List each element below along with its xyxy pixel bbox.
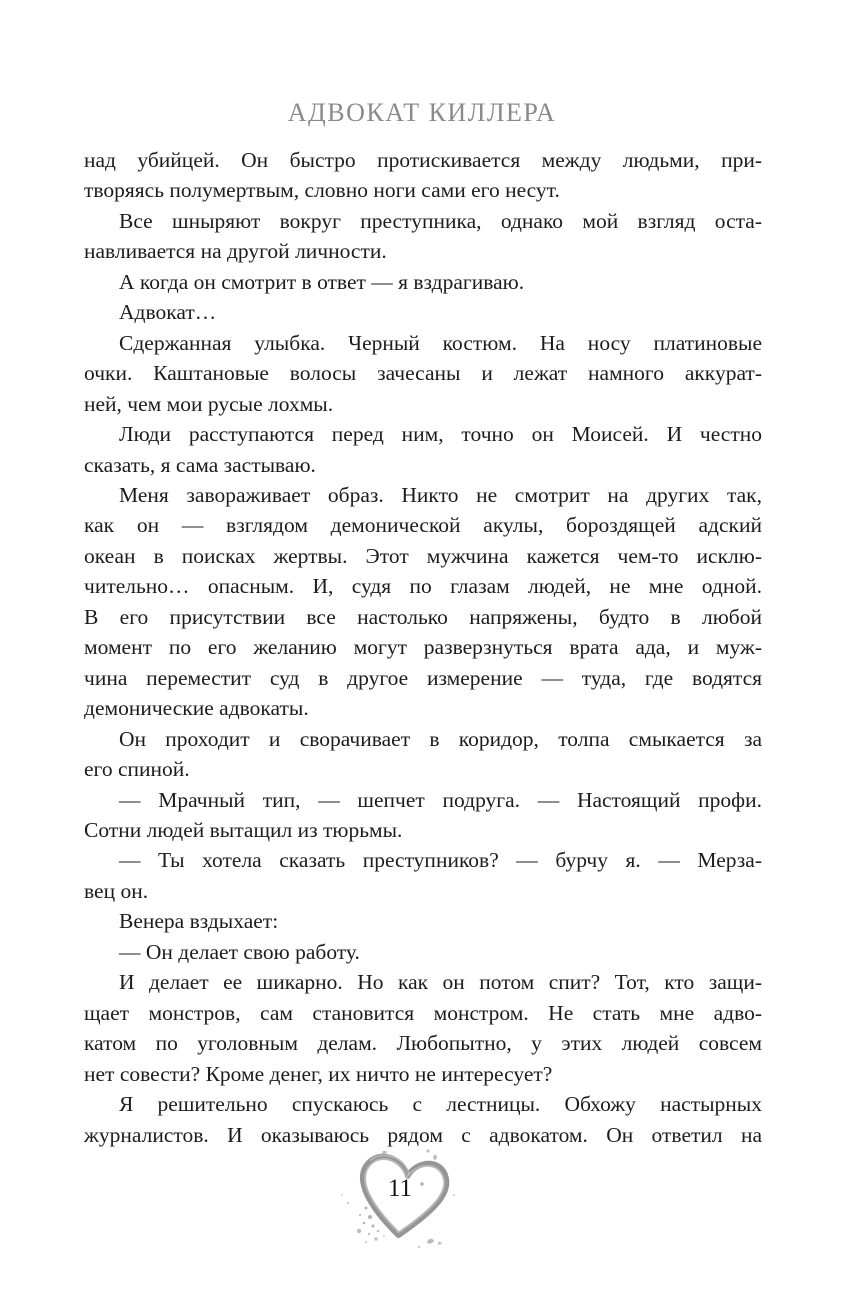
running-head-title: АДВОКАТ КИЛЛЕРА [287,98,557,127]
text-line: — Мрачный тип, — шепчет подруга. — Настоящий профи. [119,787,762,812]
text-line: щает монстров, сам становится монстром. Не стать мне адво- [84,1000,762,1025]
text-line: Все шныряют вокруг преступника, однако мой взгляд оста- [119,208,762,233]
text-line: Он проходит и сворачивает в коридор, толпа смыкается за [119,726,762,751]
text-line: ней, чем мои русые лохмы. [84,391,334,416]
text-line: демонические адвокаты. [84,696,309,721]
text-line: чина переместит суд в другое измерение — туда, где водятся [84,665,762,690]
text-line: И делает ее шикарно. Но как он потом спит? Тот, кто защи- [119,970,762,995]
text-line: катом по уголовным делам. Любопытно, у этих людей совсем [84,1031,762,1056]
text-line: очки. Каштановые волосы зачесаны и лежат намного аккурат- [84,361,762,386]
text-line: А когда он смотрит в ответ — я вздрагиваю. [119,269,525,294]
heart-icon [336,1143,476,1268]
text-line: Меня завораживает образ. Никто не смотрит на других так, [119,482,762,507]
text-line: Люди расступаются перед ним, точно он Моисей. И честно [119,422,762,447]
text-line: океан в поисках жертвы. Этот мужчина кажется чем-то исклю- [84,543,762,568]
text-line: как он — взглядом демонической акулы, бороздящей адский [84,513,762,538]
text-line: Я решительно спускаюсь с лестницы. Обхожу настырных [119,1092,762,1117]
text-line: момент по его желанию могут разверзнуться врата ада, и муж- [84,635,762,660]
text-line: творяясь полумертвым, словно ноги сами его несут. [84,178,560,203]
text-line: над убийцей. Он быстро протискивается между людьми, при- [84,148,762,172]
text-line: Венера вздыхает: [119,909,279,934]
text-line: Сотни людей вытащил из тюрьмы. [84,817,403,842]
splatter-specks [341,1194,385,1243]
text-line: вец он. [84,878,149,903]
text-line: — Ты хотела сказать преступников? — бурчу я. — Мерза- [119,848,762,873]
body-text [84,145,762,1150]
page-number: 11 [387,1175,413,1202]
text-line: чительно… опасным. И, судя по глазам людей, не мне одной. [84,574,762,599]
text-line: сказать, я сама застываю. [84,452,316,477]
text-line: В его присутствии все настолько напряжены, будто в любой [84,604,762,629]
text-line: Адвокат… [119,300,217,325]
text-line: его спиной. [84,757,190,782]
text-line: навливается на другой личности. [84,239,387,264]
text-line: нет совести? Кроме денег, их ничто не интересует? [84,1061,553,1086]
text-line: журналистов. И оказываюсь рядом с адвокатом. Он ответил на [84,1122,762,1147]
text-line: — Он делает свою работу. [119,939,360,964]
text-line: Сдержанная улыбка. Черный костюм. На носу платиновые [119,330,762,355]
page-footer-ornament [336,1143,476,1268]
